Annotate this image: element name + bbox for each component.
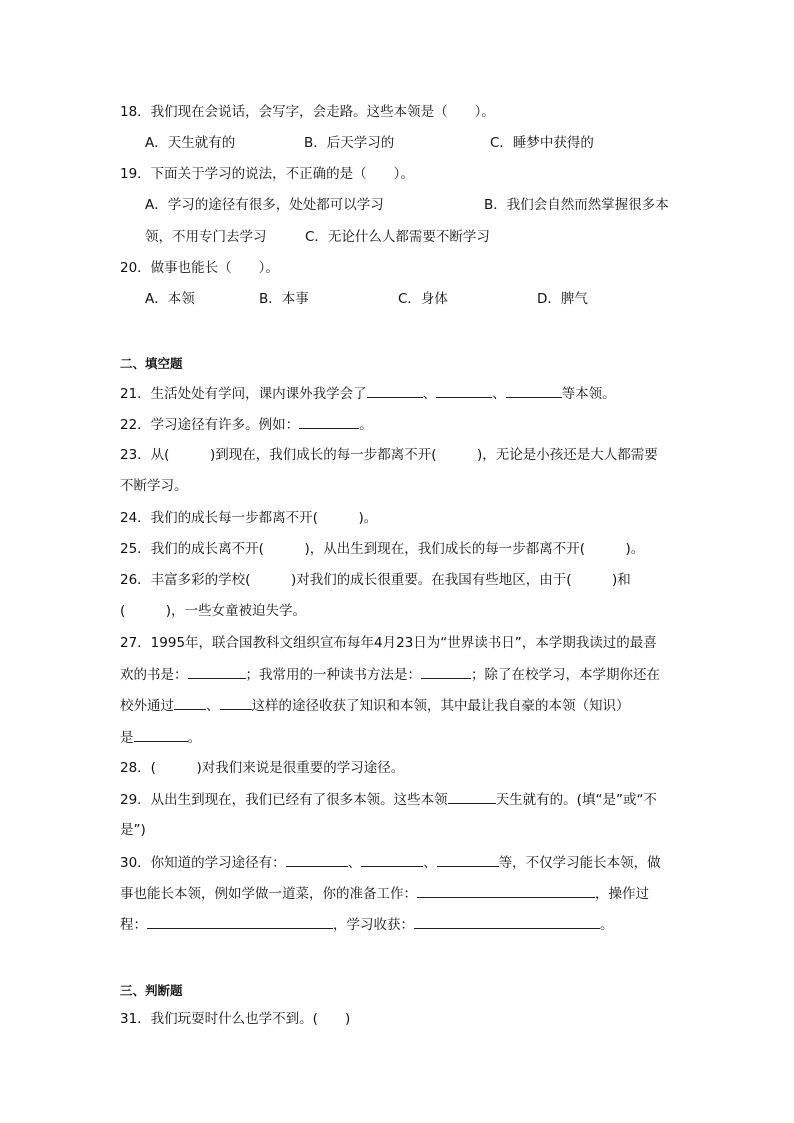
answer-blank[interactable]: [174, 695, 206, 710]
q18-option-b[interactable]: B．后天学习的: [304, 135, 395, 151]
q19-option-b-continued: 领，不用专门去学习: [145, 229, 267, 245]
answer-blank[interactable]: [506, 383, 562, 398]
q27-text: 欢的书是：: [120, 667, 188, 683]
answer-blank[interactable]: [147, 914, 333, 929]
q29-line2: 是”): [120, 822, 146, 838]
q30-text: 等，不仅学习能长本领，做: [498, 855, 661, 871]
q30-text: ，学习收获：: [333, 917, 414, 933]
q19-option-b[interactable]: B．我们会自然而然掌握很多本: [484, 197, 669, 213]
answer-blank[interactable]: [188, 664, 246, 679]
q27-text: 这样的途径收获了知识和本领，其中最让我自豪的本领（知识）: [251, 698, 630, 714]
q30-text: 30．你知道的学习途径有：: [120, 855, 286, 871]
q23-line1: 23．从( )到现在，我们成长的每一步都离不开( )，无论是小孩还是大人都需要: [120, 447, 658, 463]
separator: 、: [422, 386, 437, 402]
q27-text: ；我常用的一种读书方法是：: [245, 667, 421, 683]
section-true-false-title: 三、判断题: [120, 983, 183, 998]
answer-blank[interactable]: [417, 883, 595, 898]
q27-text: ；除了在校学习，本学期你还在: [471, 667, 660, 683]
q19-stem: 19．下面关于学习的说法，不正确的是（ ）。: [120, 166, 414, 182]
q27-line2: [120, 664, 660, 685]
separator: 、: [492, 386, 506, 402]
q27-text: 校外通过: [120, 698, 174, 714]
answer-blank[interactable]: [367, 383, 423, 398]
q24-text: 24．我们的成长每一步都离不开( )。: [120, 510, 378, 526]
q31-text: 31．我们玩耍时什么也学不到。( ): [120, 1011, 351, 1027]
answer-blank[interactable]: [436, 383, 492, 398]
q21-prefix: 21．生活处处有学问，课内课外我学会了: [120, 386, 367, 402]
q26-line1: 26．丰富多彩的学校( )对我们的成长很重要。在我国有些地区，由于( )和: [120, 572, 631, 588]
q19-option-c[interactable]: C．无论什么人都需要不断学习: [305, 229, 490, 245]
q21-suffix: 等本领。: [561, 386, 616, 402]
q27-line1: 27．1995年，联合国教科文组织宣布每年4月23日为“世界读书日”，本学期我读过的最喜: [120, 635, 657, 651]
q29-line1: [120, 789, 657, 810]
answer-blank[interactable]: [421, 664, 471, 679]
q22-suffix: 。: [359, 417, 373, 433]
answer-blank[interactable]: [414, 914, 600, 929]
q21-line: [120, 383, 616, 404]
q27-line3: [120, 695, 630, 716]
answer-blank[interactable]: [437, 852, 499, 867]
q30-text: 程：: [120, 917, 147, 933]
q18-stem: 18．我们现在会说话，会写字，会走路。这些本领是（ ）。: [120, 104, 495, 120]
q22-prefix: 22．学习途径有许多。例如：: [120, 417, 300, 433]
answer-blank[interactable]: [134, 727, 188, 742]
q20-stem: 20．做事也能长（ ）。: [120, 260, 279, 276]
answer-blank[interactable]: [286, 852, 348, 867]
q19-option-a[interactable]: A．学习的途径有很多，处处都可以学习: [145, 197, 384, 213]
separator: 、: [423, 855, 437, 871]
q20-option-d[interactable]: D．脾气: [537, 291, 588, 307]
q30-line3: [120, 914, 614, 935]
answer-blank[interactable]: [361, 852, 423, 867]
q26-line2: ( )，一些女童被迫失学。: [120, 603, 307, 619]
answer-blank[interactable]: [299, 414, 359, 429]
q30-line1: [120, 852, 661, 873]
q27-text: 是: [120, 730, 134, 746]
q28-text: 28．( )对我们来说是很重要的学习途径。: [120, 760, 405, 776]
answer-blank[interactable]: [220, 695, 252, 710]
q20-option-b[interactable]: B．本事: [259, 291, 309, 307]
q20-option-c[interactable]: C．身体: [398, 291, 448, 307]
q18-option-a[interactable]: A．天生就有的: [145, 135, 236, 151]
q30-text: 。: [600, 917, 614, 933]
q27-line4: [120, 727, 201, 748]
separator: 、: [347, 855, 362, 871]
q22-line: [120, 414, 373, 435]
q29-text: 29．从出生到现在，我们已经有了很多本领。这些本领: [120, 792, 448, 808]
section-fill-blank-title: 二、填空题: [120, 356, 183, 371]
q27-text: 。: [187, 730, 201, 746]
q18-option-c[interactable]: C．睡梦中获得的: [490, 135, 594, 151]
q23-line2: 不断学习。: [120, 478, 188, 494]
q30-line2: [120, 883, 649, 904]
separator: 、: [206, 698, 220, 714]
q30-text: 事也能长本领，例如学做一道菜，你的准备工作：: [120, 886, 417, 902]
q30-text: ，操作过: [595, 886, 649, 902]
answer-blank[interactable]: [448, 789, 496, 804]
q29-text: 天生就有的。(填“是”或“不: [495, 792, 657, 808]
q20-option-a[interactable]: A．本领: [145, 291, 195, 307]
q25-text: 25．我们的成长离不开( )，从出生到现在，我们成长的每一步都离不开( )。: [120, 541, 645, 557]
